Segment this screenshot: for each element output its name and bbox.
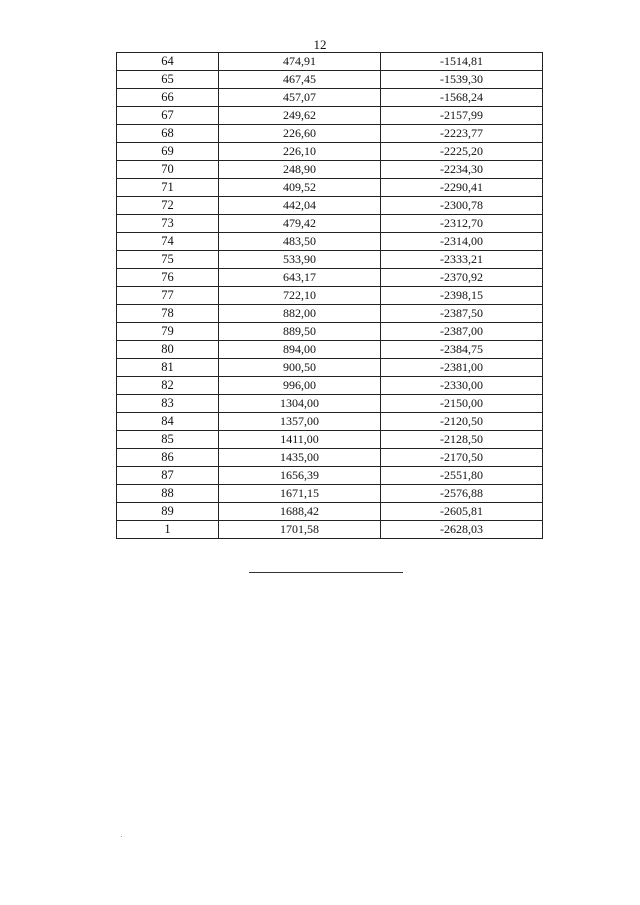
- table-row: [117, 269, 543, 287]
- table-row: [117, 521, 543, 539]
- x-coordinate-cell: 249,62: [219, 107, 381, 125]
- table-row: [117, 359, 543, 377]
- x-coordinate-cell: 1671,15: [219, 485, 381, 503]
- point-number-cell: 79: [117, 323, 219, 341]
- x-coordinate-cell: 1688,42: [219, 503, 381, 521]
- point-number-cell: 89: [117, 503, 219, 521]
- table-row: [117, 53, 543, 71]
- point-number-cell: 69: [117, 143, 219, 161]
- point-number-cell: 66: [117, 89, 219, 107]
- table-row: [117, 449, 543, 467]
- x-coordinate-cell: 1304,00: [219, 395, 381, 413]
- y-coordinate-cell: -2300,78: [381, 197, 543, 215]
- x-coordinate-cell: 1357,00: [219, 413, 381, 431]
- table-row: [117, 179, 543, 197]
- table-row: [117, 233, 543, 251]
- x-coordinate-cell: 722,10: [219, 287, 381, 305]
- point-number-cell: 73: [117, 215, 219, 233]
- x-coordinate-cell: 248,90: [219, 161, 381, 179]
- point-number-cell: 83: [117, 395, 219, 413]
- table-row: [117, 197, 543, 215]
- point-number-cell: 75: [117, 251, 219, 269]
- table-row: [117, 125, 543, 143]
- y-coordinate-cell: -2384,75: [381, 341, 543, 359]
- table-row: [117, 89, 543, 107]
- y-coordinate-cell: -2387,00: [381, 323, 543, 341]
- table-row: [117, 251, 543, 269]
- coordinates-table: [116, 52, 543, 539]
- table-row: [117, 71, 543, 89]
- x-coordinate-cell: 479,42: [219, 215, 381, 233]
- y-coordinate-cell: -2628,03: [381, 521, 543, 539]
- point-number-cell: 67: [117, 107, 219, 125]
- y-coordinate-cell: -2120,50: [381, 413, 543, 431]
- y-coordinate-cell: -2223,77: [381, 125, 543, 143]
- y-coordinate-cell: -2128,50: [381, 431, 543, 449]
- x-coordinate-cell: 889,50: [219, 323, 381, 341]
- y-coordinate-cell: -2314,00: [381, 233, 543, 251]
- y-coordinate-cell: -2370,92: [381, 269, 543, 287]
- point-number-cell: 81: [117, 359, 219, 377]
- point-number-cell: 88: [117, 485, 219, 503]
- y-coordinate-cell: -2234,30: [381, 161, 543, 179]
- y-coordinate-cell: -1539,30: [381, 71, 543, 89]
- x-coordinate-cell: 643,17: [219, 269, 381, 287]
- x-coordinate-cell: 483,50: [219, 233, 381, 251]
- x-coordinate-cell: 894,00: [219, 341, 381, 359]
- table-row: [117, 215, 543, 233]
- point-number-cell: 70: [117, 161, 219, 179]
- page-number: 12: [313, 37, 327, 52]
- table-row: [117, 413, 543, 431]
- point-number-cell: 65: [117, 71, 219, 89]
- table-row: [117, 503, 543, 521]
- point-number-cell: 76: [117, 269, 219, 287]
- point-number-cell: 1: [117, 521, 219, 539]
- point-number-cell: 85: [117, 431, 219, 449]
- point-number-cell: 87: [117, 467, 219, 485]
- y-coordinate-cell: -2333,21: [381, 251, 543, 269]
- y-coordinate-cell: -2290,41: [381, 179, 543, 197]
- table-row: [117, 323, 543, 341]
- y-coordinate-cell: -2398,15: [381, 287, 543, 305]
- point-number-cell: 78: [117, 305, 219, 323]
- point-number-cell: 80: [117, 341, 219, 359]
- x-coordinate-cell: 1656,39: [219, 467, 381, 485]
- table-row: [117, 431, 543, 449]
- y-coordinate-cell: -2150,00: [381, 395, 543, 413]
- x-coordinate-cell: 1411,00: [219, 431, 381, 449]
- table-row: [117, 287, 543, 305]
- scan-speck: [121, 836, 122, 837]
- x-coordinate-cell: 226,60: [219, 125, 381, 143]
- x-coordinate-cell: 1435,00: [219, 449, 381, 467]
- end-of-document-rule: [249, 572, 403, 573]
- x-coordinate-cell: 467,45: [219, 71, 381, 89]
- table-row: [117, 395, 543, 413]
- point-number-cell: 77: [117, 287, 219, 305]
- table-row: [117, 467, 543, 485]
- x-coordinate-cell: 900,50: [219, 359, 381, 377]
- table-row: [117, 143, 543, 161]
- table-row: [117, 341, 543, 359]
- point-number-cell: 86: [117, 449, 219, 467]
- y-coordinate-cell: -2605,81: [381, 503, 543, 521]
- table-row: [117, 305, 543, 323]
- x-coordinate-cell: 457,07: [219, 89, 381, 107]
- point-number-cell: 84: [117, 413, 219, 431]
- x-coordinate-cell: 882,00: [219, 305, 381, 323]
- y-coordinate-cell: -1514,81: [381, 53, 543, 71]
- y-coordinate-cell: -2576,88: [381, 485, 543, 503]
- table-row: [117, 485, 543, 503]
- point-number-cell: 71: [117, 179, 219, 197]
- y-coordinate-cell: -2170,50: [381, 449, 543, 467]
- point-number-cell: 72: [117, 197, 219, 215]
- table-row: [117, 377, 543, 395]
- point-number-cell: 82: [117, 377, 219, 395]
- y-coordinate-cell: -2225,20: [381, 143, 543, 161]
- y-coordinate-cell: -2387,50: [381, 305, 543, 323]
- table-row: [117, 107, 543, 125]
- y-coordinate-cell: -2551,80: [381, 467, 543, 485]
- point-number-cell: 74: [117, 233, 219, 251]
- coordinates-table-body: [117, 53, 543, 539]
- x-coordinate-cell: 533,90: [219, 251, 381, 269]
- y-coordinate-cell: -2330,00: [381, 377, 543, 395]
- x-coordinate-cell: 226,10: [219, 143, 381, 161]
- x-coordinate-cell: 996,00: [219, 377, 381, 395]
- y-coordinate-cell: -1568,24: [381, 89, 543, 107]
- y-coordinate-cell: -2312,70: [381, 215, 543, 233]
- table-row: [117, 161, 543, 179]
- x-coordinate-cell: 409,52: [219, 179, 381, 197]
- y-coordinate-cell: -2381,00: [381, 359, 543, 377]
- point-number-cell: 68: [117, 125, 219, 143]
- x-coordinate-cell: 442,04: [219, 197, 381, 215]
- y-coordinate-cell: -2157,99: [381, 107, 543, 125]
- x-coordinate-cell: 474,91: [219, 53, 381, 71]
- point-number-cell: 64: [117, 53, 219, 71]
- x-coordinate-cell: 1701,58: [219, 521, 381, 539]
